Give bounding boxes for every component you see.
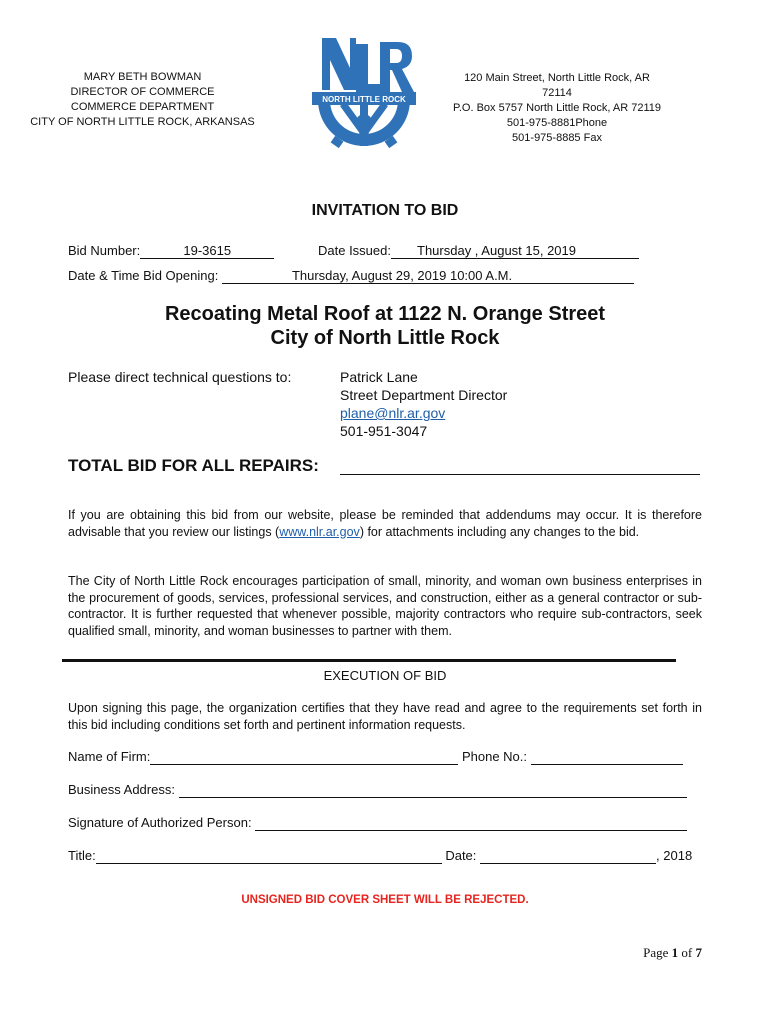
contact-label: Please direct technical questions to: — [68, 369, 292, 385]
signature-label: Signature of Authorized Person: — [68, 815, 252, 830]
po-box: P.O. Box 5757 North Little Rock, AR 72119 — [452, 102, 662, 114]
total-bid-label: TOTAL BID FOR ALL REPAIRS: — [68, 456, 319, 475]
business-address-field[interactable] — [179, 782, 687, 798]
firm-name-row — [68, 749, 683, 765]
page-total: 7 — [695, 945, 702, 960]
signature-row — [68, 815, 687, 831]
bid-number-row — [68, 243, 274, 259]
sender-block — [20, 70, 265, 130]
firm-name-field[interactable] — [150, 749, 458, 765]
page-of: of — [681, 945, 693, 960]
fax-number: 501-975-8885 Fax — [512, 132, 602, 144]
director-title: DIRECTOR OF COMMERCE — [70, 86, 215, 98]
department-name: COMMERCE DEPARTMENT — [70, 101, 215, 113]
date-field[interactable] — [480, 848, 656, 864]
contact-phone: 501-951-3047 — [340, 423, 428, 439]
bid-opening-label: Date & Time Bid Opening: — [68, 268, 219, 283]
contact-name: Patrick Lane — [340, 369, 418, 385]
page-prefix: Page — [643, 945, 669, 960]
date-issued-row — [318, 243, 639, 259]
notice-text-end: ) for attachments including any changes to the bid. — [359, 524, 640, 539]
date-issued-value: Thursday , August 15, 2019 — [391, 243, 639, 259]
section-divider — [62, 659, 676, 662]
bid-opening-value: Thursday, August 29, 2019 10:00 A.M. — [222, 268, 634, 284]
director-name: MARY BETH BOWMAN — [83, 71, 202, 83]
date-label: Date: — [445, 848, 477, 863]
contact-title: Street Department Director — [340, 387, 508, 403]
street-address: 120 Main Street, North Little Rock, AR 72114 — [464, 72, 650, 99]
execution-text: Upon signing this page, the organization certifies that they have read and agree to the requirements set forth in this bid including conditions set forth and pertinent information requests. — [68, 701, 702, 732]
title-date-row — [68, 848, 692, 864]
phone-label: Phone No.: — [461, 749, 528, 764]
notice-text-start: If you are obtaining this bid from our website, please be reminded that addendums may occur. It is therefore advisable that you review our listings ( — [68, 508, 702, 539]
project-title: Recoating Metal Roof at 1122 N. Orange Street — [164, 303, 606, 325]
page-current: 1 — [671, 945, 679, 960]
date-year-suffix: , 2018 — [656, 848, 693, 863]
business-address-label: Business Address: — [68, 782, 175, 797]
website-link[interactable]: www.nlr.ar.gov — [279, 524, 360, 539]
total-bid-field[interactable] — [340, 474, 700, 475]
logo-banner-text: NORTH LITTLE ROCK — [322, 95, 406, 104]
city-name: CITY OF NORTH LITTLE ROCK, ARKANSAS — [30, 116, 255, 128]
nlr-logo — [310, 34, 418, 152]
phone-field[interactable] — [531, 749, 683, 765]
unsigned-warning: UNSIGNED BID COVER SHEET WILL BE REJECTED. — [241, 894, 529, 906]
bid-opening-row — [68, 268, 634, 284]
signature-field[interactable] — [255, 815, 687, 831]
execution-title: EXECUTION OF BID — [323, 668, 447, 683]
phone-number: 501-975-8881Phone — [506, 117, 608, 129]
bid-number-label: Bid Number: — [68, 243, 141, 258]
website-notice — [68, 507, 702, 540]
page-number — [643, 945, 702, 961]
bid-number-value: 19-3615 — [140, 243, 274, 259]
title-field[interactable] — [96, 848, 442, 864]
contact-email-link[interactable]: plane@nlr.ar.gov — [340, 405, 446, 421]
address-block — [452, 71, 662, 146]
firm-name-label: Name of Firm: — [68, 749, 151, 764]
project-city: City of North Little Rock — [270, 327, 500, 349]
date-issued-label: Date Issued: — [318, 243, 391, 258]
participation-notice: The City of North Little Rock encourages participation of small, minority, and woman own business enterprises in the procurement of goods, services, professional services, and construction, either as a general contractor or sub-contractor. It is further requested that whenever possible, majority contractors who require sub-contractors, seek qualified small, minority, and woman businesses to partner with them. — [68, 574, 702, 638]
contact-block — [340, 368, 507, 440]
business-address-row — [68, 782, 687, 798]
title-label: Title: — [68, 848, 96, 863]
document-title: INVITATION TO BID — [311, 202, 459, 219]
